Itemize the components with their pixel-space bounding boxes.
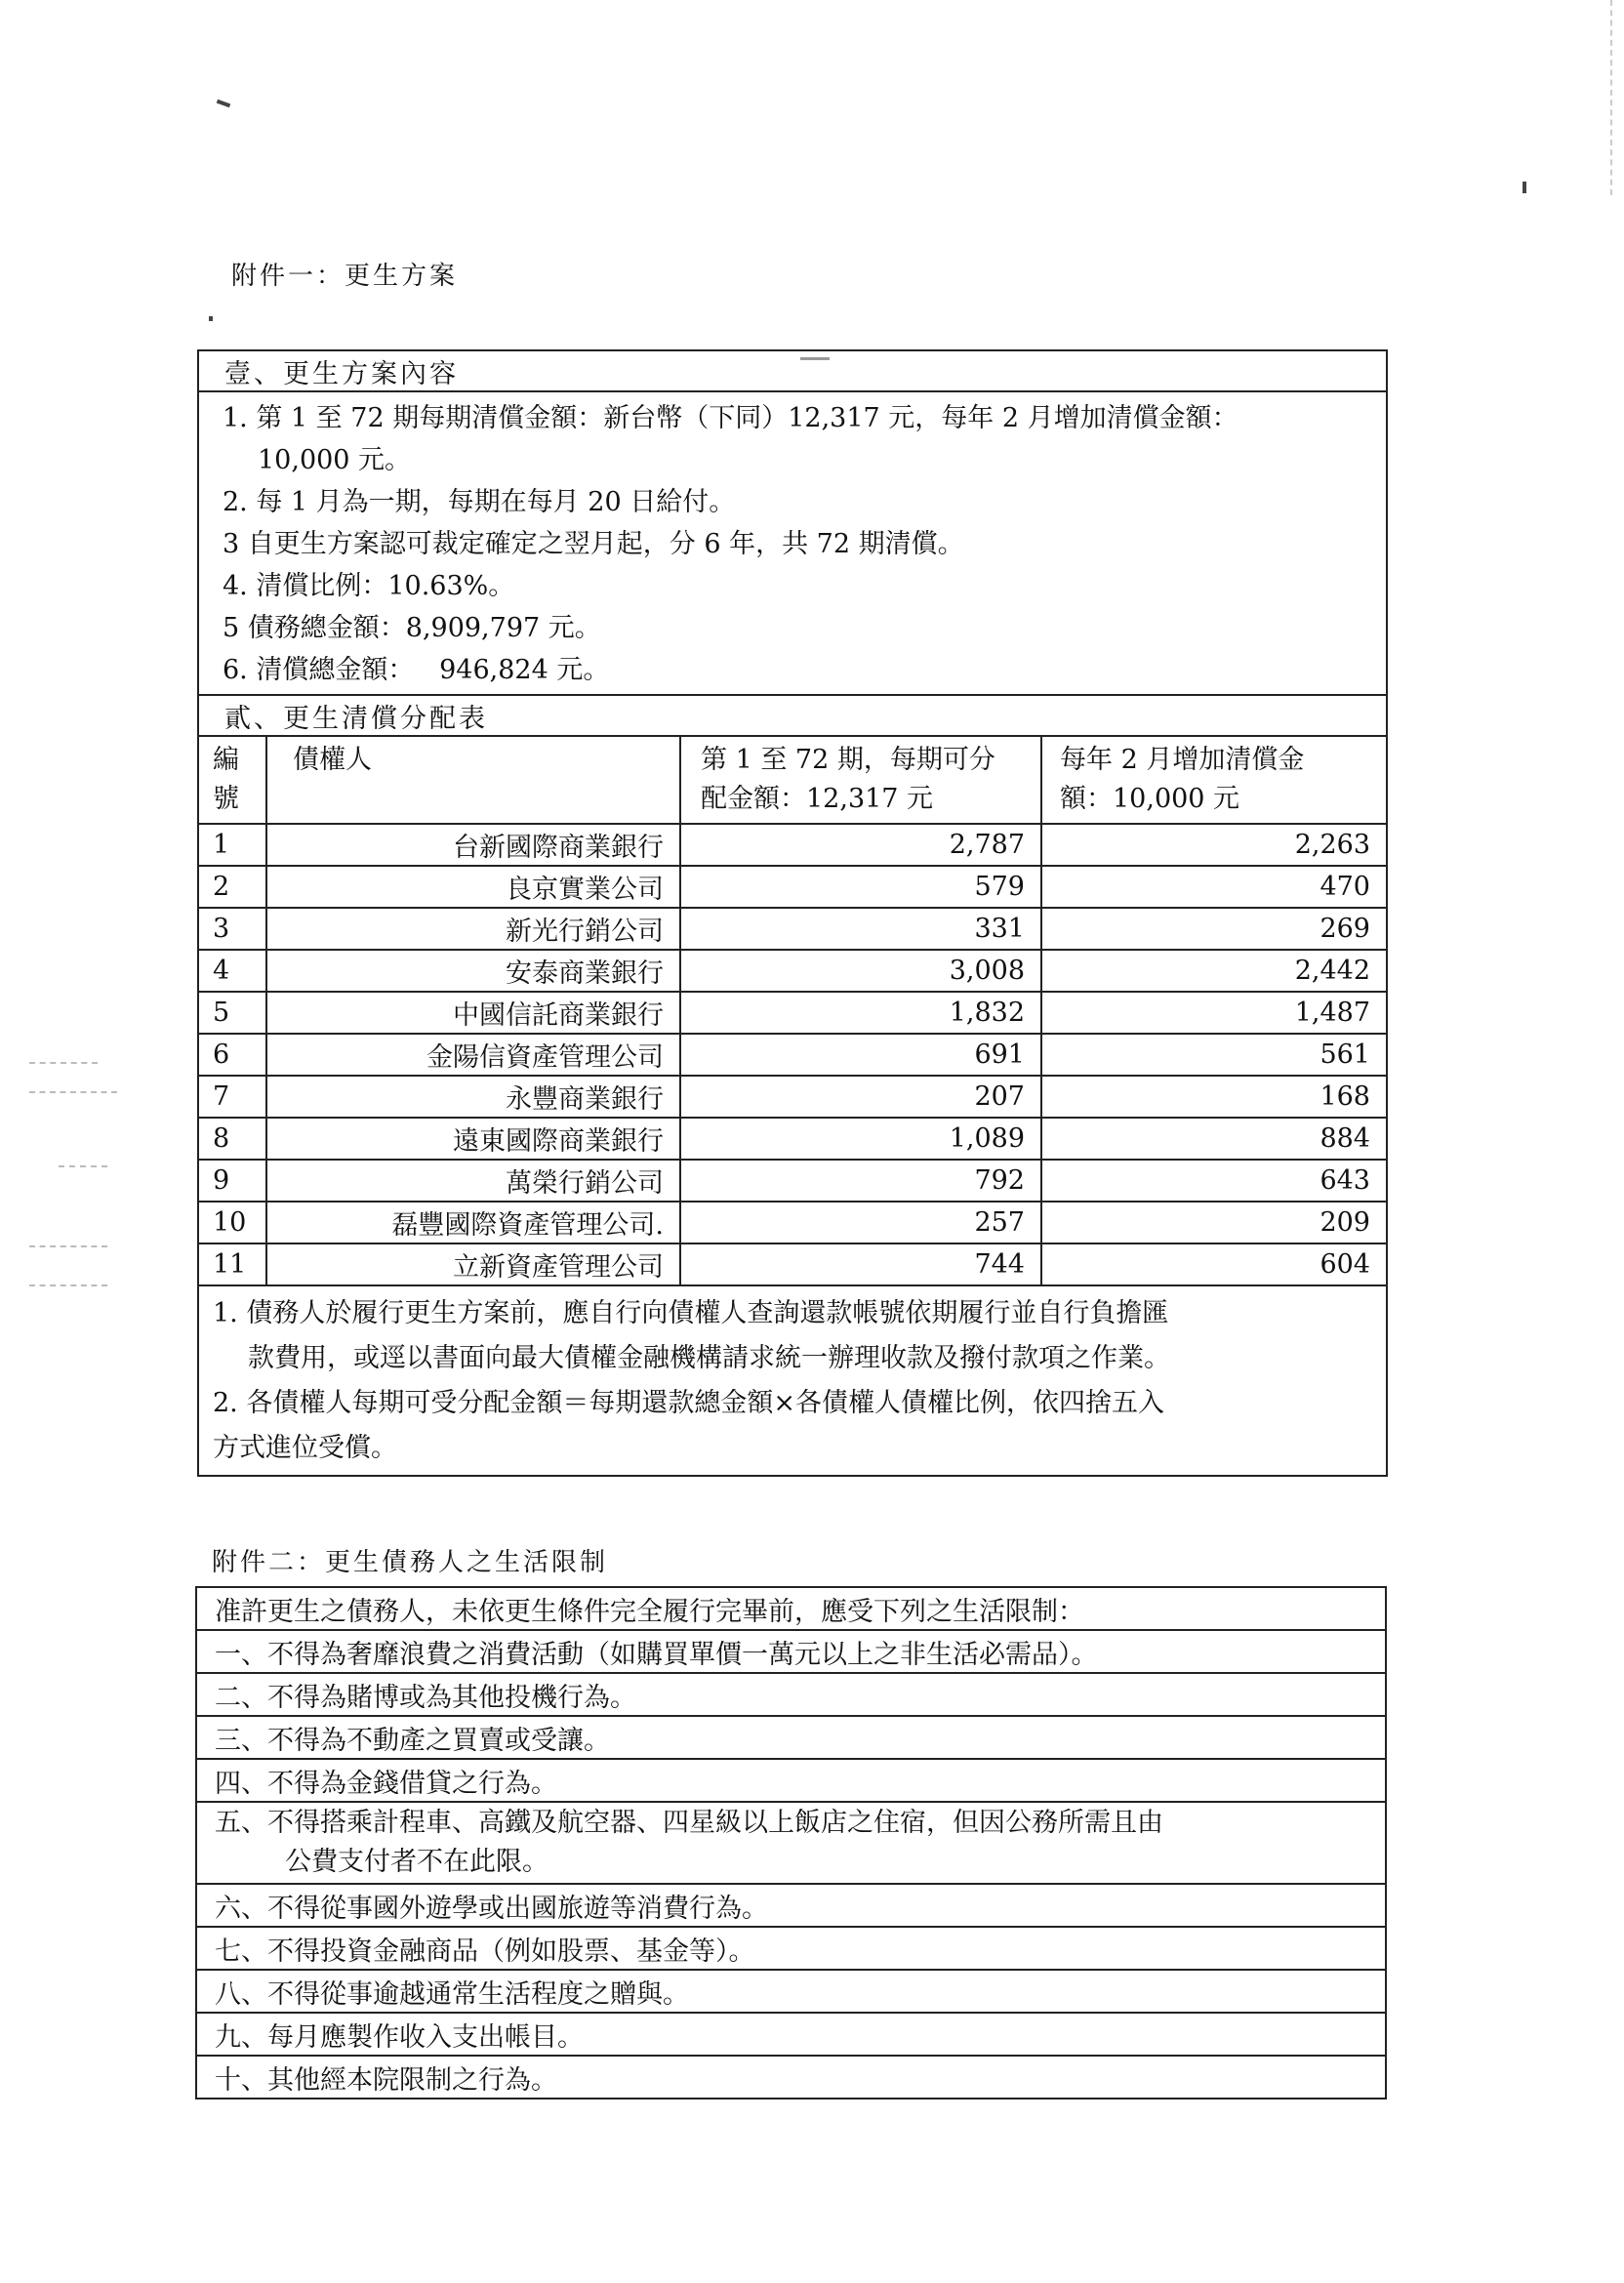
table-row <box>198 992 1387 1034</box>
term-text: 2. 每 1 月為一期，每期在每月 20 日給付。 <box>223 487 736 517</box>
monthly-amount: 792 <box>680 1160 1041 1202</box>
restriction-text: 五、不得搭乘計程車、高鐵及航空器、四星級以上飯店之住宿，但因公務所需且由 <box>215 1808 1163 1838</box>
restriction-text: 九、每月應製作收入支出帳目。 <box>196 2013 1386 2056</box>
creditor-name: 萬榮行銷公司 <box>266 1160 680 1202</box>
row-number: 4 <box>198 950 266 992</box>
creditor-name: 金陽信資產管理公司 <box>266 1034 680 1076</box>
row-number: 9 <box>198 1160 266 1202</box>
row-number: 10 <box>198 1202 266 1243</box>
restriction-row <box>196 1927 1386 1970</box>
restriction-text: 七、不得投資金融商品（例如股票、基金等）。 <box>196 1927 1386 1970</box>
note-item <box>213 1381 1376 1471</box>
row-number: 6 <box>198 1034 266 1076</box>
restriction-row <box>196 1673 1386 1716</box>
table-row <box>198 1076 1387 1118</box>
header-monthly-amount <box>680 736 1041 824</box>
table-row <box>198 950 1387 992</box>
header-feb-line1: 每年 2 月增加清償金 <box>1060 745 1305 775</box>
term-text: 4. 清償比例：10.63%。 <box>223 571 515 601</box>
living-restrictions-table <box>195 1586 1387 2100</box>
term-item <box>223 397 1376 481</box>
annex1-title: 附件一：更生方案 <box>231 262 459 291</box>
note-text-continued: 款費用，或逕以書面向最大債權金融機構請求統一辦理收款及撥付款項之作業。 <box>248 1343 1170 1373</box>
scan-margin-mark <box>29 1062 98 1064</box>
scan-right-edge <box>1610 0 1612 195</box>
table-row <box>198 1034 1387 1076</box>
term-item <box>223 481 1376 523</box>
table-row <box>198 866 1387 908</box>
term-text-continued: 10,000 元。 <box>258 445 412 475</box>
note-text: 1. 債務人於履行更生方案前，應自行向債權人查詢還款帳號依期履行並自行負擔匯 <box>213 1298 1169 1328</box>
repayment-plan-table <box>197 349 1388 1477</box>
restriction-text: 八、不得從事逾越通常生活程度之贈與。 <box>196 1970 1386 2013</box>
term-item <box>223 565 1376 607</box>
creditor-name: 安泰商業銀行 <box>266 950 680 992</box>
creditor-name: 磊豐國際資產管理公司. <box>266 1202 680 1243</box>
row-number: 5 <box>198 992 266 1034</box>
february-amount: 561 <box>1041 1034 1387 1076</box>
restriction-text-two-line <box>196 1802 1386 1884</box>
restriction-row <box>196 1884 1386 1927</box>
header-february-increase <box>1041 736 1387 824</box>
monthly-amount: 579 <box>680 866 1041 908</box>
term-item <box>223 649 1376 691</box>
table-row <box>198 908 1387 950</box>
term-text: 5 債務總金額：8,909,797 元。 <box>223 613 601 643</box>
scan-margin-mark <box>29 1245 107 1247</box>
restriction-text: 二、不得為賭博或為其他投機行為。 <box>196 1673 1386 1716</box>
creditor-name: 新光行銷公司 <box>266 908 680 950</box>
term-item <box>223 523 1376 565</box>
monthly-amount: 744 <box>680 1243 1041 1285</box>
monthly-amount: 3,008 <box>680 950 1041 992</box>
restriction-text: 一、不得為奢靡浪費之消費活動（如購買單價一萬元以上之非生活必需品）。 <box>196 1630 1386 1673</box>
section-1-heading: 壹、更生方案內容 <box>198 350 1387 391</box>
restriction-text: 十、其他經本院限制之行為。 <box>196 2056 1386 2099</box>
monthly-amount: 257 <box>680 1202 1041 1243</box>
monthly-amount: 691 <box>680 1034 1041 1076</box>
row-number: 2 <box>198 866 266 908</box>
row-number: 7 <box>198 1076 266 1118</box>
table-row <box>198 1202 1387 1243</box>
february-amount: 643 <box>1041 1160 1387 1202</box>
scan-margin-mark <box>59 1165 107 1167</box>
february-amount: 209 <box>1041 1202 1387 1243</box>
row-number: 8 <box>198 1118 266 1160</box>
february-amount: 2,442 <box>1041 950 1387 992</box>
header-number <box>198 736 266 824</box>
term-item <box>223 607 1376 649</box>
february-amount: 604 <box>1041 1243 1387 1285</box>
restriction-row <box>196 2013 1386 2056</box>
monthly-amount: 2,787 <box>680 824 1041 866</box>
february-amount: 168 <box>1041 1076 1387 1118</box>
note-text: 2. 各債權人每期可受分配金額＝每期還款總金額×各債權人債權比例，依四捨五入 <box>213 1388 1164 1418</box>
row-number: 11 <box>198 1243 266 1285</box>
note-text-continued: 方式進位受償。 <box>213 1433 397 1463</box>
note-item <box>213 1291 1376 1381</box>
header-number-line1: 編 <box>213 745 239 775</box>
header-number-line2: 號 <box>213 784 239 814</box>
restriction-row <box>196 1630 1386 1673</box>
table-row <box>198 1160 1387 1202</box>
term-text: 6. 清償總金額： 946,824 元。 <box>223 655 610 685</box>
row-number: 3 <box>198 908 266 950</box>
restriction-text: 四、不得為金錢借貸之行為。 <box>196 1759 1386 1802</box>
header-feb-line2: 額：10,000 元 <box>1060 784 1240 814</box>
february-amount: 2,263 <box>1041 824 1387 866</box>
table-row <box>198 1118 1387 1160</box>
restriction-row <box>196 1716 1386 1759</box>
creditor-name: 台新國際商業銀行 <box>266 824 680 866</box>
term-text: 1. 第 1 至 72 期每期清償金額：新台幣（下同）12,317 元，每年 2 月增加清償金額： <box>223 403 1238 433</box>
restriction-row <box>196 1802 1386 1884</box>
creditor-name: 永豐商業銀行 <box>266 1076 680 1118</box>
creditor-name: 遠東國際商業銀行 <box>266 1118 680 1160</box>
scan-speck <box>1522 182 1526 193</box>
term-text: 3 自更生方案認可裁定確定之翌月起，分 6 年，共 72 期清償。 <box>223 529 964 559</box>
creditor-name: 良京實業公司 <box>266 866 680 908</box>
scan-margin-mark <box>29 1284 107 1286</box>
restriction-row <box>196 2056 1386 2099</box>
header-monthly-line1: 第 1 至 72 期，每期可分 <box>701 745 995 775</box>
scan-margin-mark <box>29 1091 117 1093</box>
table-row <box>198 1243 1387 1285</box>
table-row <box>198 824 1387 866</box>
creditor-name: 中國信託商業銀行 <box>266 992 680 1034</box>
restriction-row <box>196 1587 1386 1630</box>
header-creditor: 債權人 <box>266 736 680 824</box>
plan-terms <box>198 391 1387 695</box>
creditor-name: 立新資產管理公司 <box>266 1243 680 1285</box>
monthly-amount: 1,089 <box>680 1118 1041 1160</box>
restriction-row <box>196 1970 1386 2013</box>
scan-speck <box>209 316 213 321</box>
monthly-amount: 1,832 <box>680 992 1041 1034</box>
section-2-heading: 貳、更生清償分配表 <box>198 695 1387 736</box>
february-amount: 1,487 <box>1041 992 1387 1034</box>
monthly-amount: 207 <box>680 1076 1041 1118</box>
row-number: 1 <box>198 824 266 866</box>
february-amount: 470 <box>1041 866 1387 908</box>
february-amount: 269 <box>1041 908 1387 950</box>
restriction-text-continued: 公費支付者不在此限。 <box>285 1847 548 1877</box>
annex2-title: 附件二：更生債務人之生活限制 <box>212 1548 609 1577</box>
header-monthly-line2: 配金額：12,317 元 <box>701 784 934 814</box>
restriction-text: 六、不得從事國外遊學或出國旅遊等消費行為。 <box>196 1884 1386 1927</box>
monthly-amount: 331 <box>680 908 1041 950</box>
february-amount: 884 <box>1041 1118 1387 1160</box>
plan-notes <box>198 1285 1387 1476</box>
restriction-row <box>196 1759 1386 1802</box>
restriction-text: 准許更生之債務人，未依更生條件完全履行完畢前，應受下列之生活限制： <box>196 1587 1386 1630</box>
restriction-text: 三、不得為不動產之買賣或受讓。 <box>196 1716 1386 1759</box>
scan-speck <box>217 100 231 108</box>
